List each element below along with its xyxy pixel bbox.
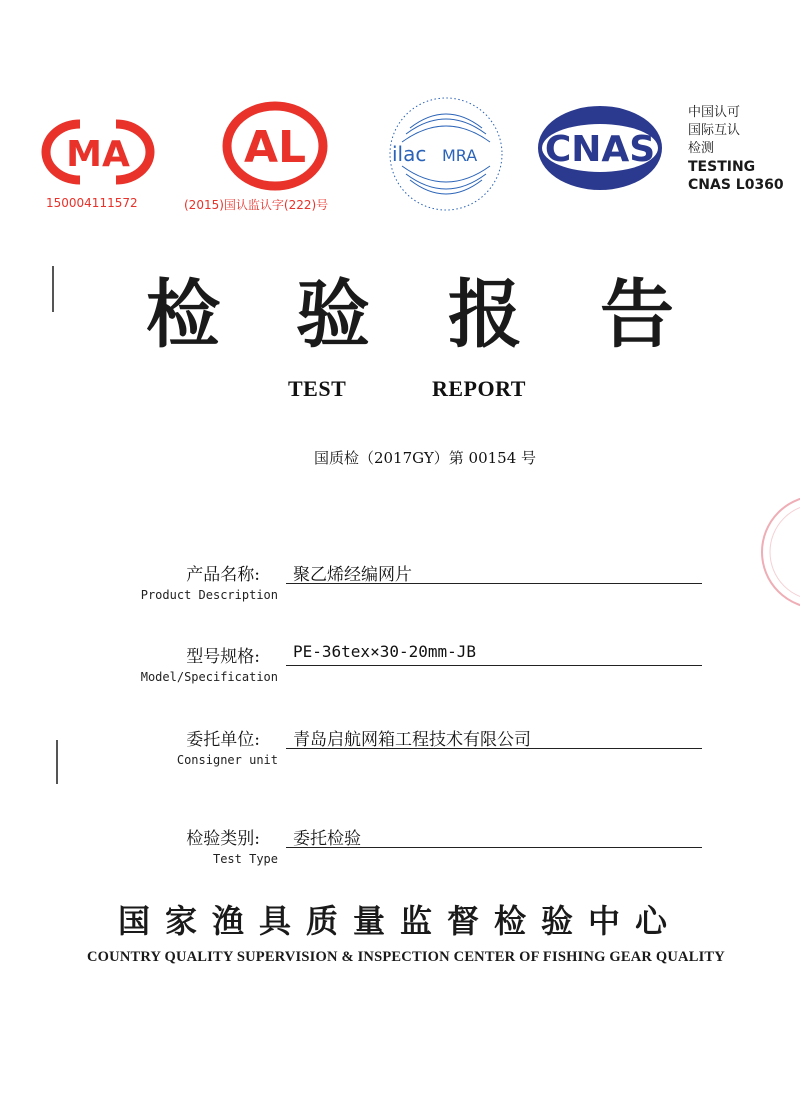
cnas-side-line: 国际互认 [688, 123, 741, 138]
field-underline [286, 665, 702, 666]
field-value: 委托检验 [293, 829, 361, 849]
title-en-test: TEST [288, 376, 347, 401]
cnas-side-line: CNAS L0360 [688, 177, 784, 193]
cal-number: (2015)国认监认字(222)号 [184, 198, 329, 212]
field-label: 检验类别: [186, 829, 260, 849]
field-underline [286, 847, 702, 848]
margin-mark [52, 266, 54, 312]
field-value: 青岛启航网箱工程技术有限公司 [293, 730, 531, 750]
field-test-type [0, 824, 800, 884]
field-label: 委托单位: [186, 730, 260, 750]
cnas-side-line: TESTING [688, 159, 756, 175]
cma-logo-text: MA [66, 134, 130, 175]
field-model-specification [0, 642, 800, 702]
field-label: 产品名称: [186, 565, 260, 585]
issuer-name-cn: 国家渔具质量监督检验中心 [117, 902, 682, 940]
cal-logo-text: AL [243, 122, 307, 173]
field-underline [286, 583, 702, 584]
field-consigner-unit [0, 725, 800, 785]
field-sublabel: Model/Specification [140, 670, 278, 684]
field-value: 聚乙烯经编网片 [293, 565, 412, 585]
title-char: 验 [296, 272, 370, 358]
title-char: 告 [600, 272, 674, 358]
ilac-mra-logo [386, 94, 506, 214]
cma-logo [36, 116, 160, 188]
cnas-side-line: 中国认可 [688, 105, 741, 120]
cnas-logo [534, 102, 666, 194]
field-value: PE-36tex×30-20mm-JB [293, 642, 477, 661]
issuer-name-en: COUNTRY QUALITY SUPERVISION & INSPECTION CENTER OF FISHING GEAR QUALITY [87, 949, 725, 965]
cal-logo [220, 100, 330, 192]
cnas-accreditation-text [688, 104, 784, 194]
field-sublabel: Test Type [212, 852, 278, 866]
mra-text: MRA [442, 146, 478, 165]
cnas-side-line: 检测 [688, 141, 715, 156]
field-sublabel: Consigner unit [176, 753, 278, 767]
ilac-text: ilac [392, 142, 427, 166]
cma-number: 150004111572 [46, 196, 138, 210]
field-sublabel: Product Description [140, 588, 278, 602]
title-en-report: REPORT [432, 376, 526, 401]
report-number: 国质检（2017GY）第 00154 号 [313, 449, 537, 467]
title-char: 检 [146, 272, 220, 358]
field-label: 型号规格: [186, 647, 260, 667]
cnas-logo-text: CNAS [544, 129, 656, 170]
field-product-description [0, 560, 800, 620]
field-underline [286, 748, 702, 749]
title-char: 报 [448, 272, 522, 358]
